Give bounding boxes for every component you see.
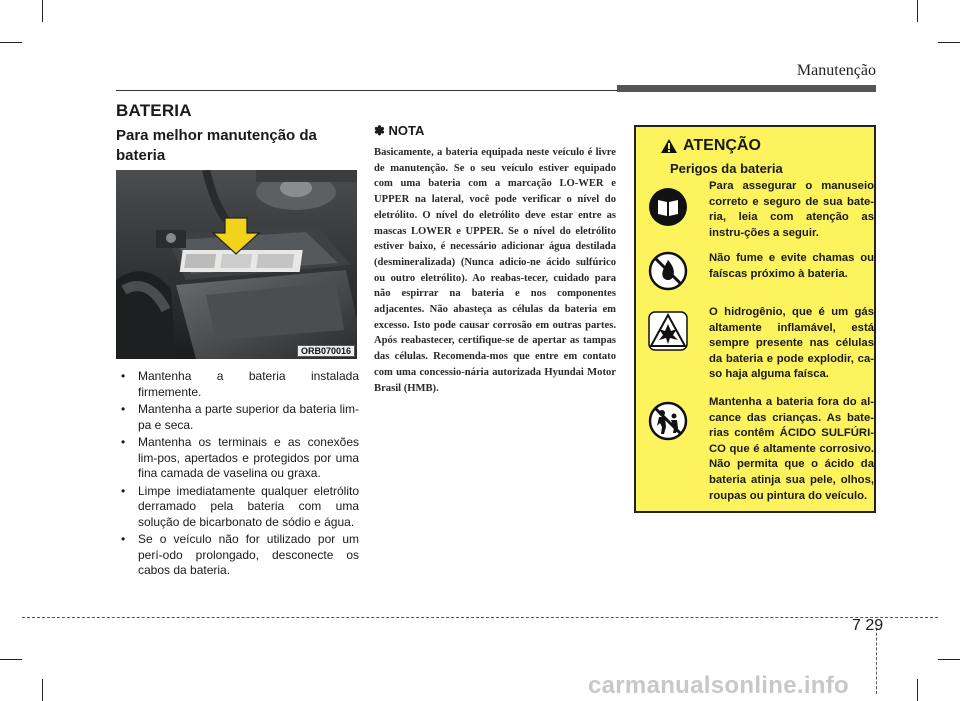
crop-mark [917,0,918,22]
list-item: • Mantenha a bateria instalada firmemente. [116,369,359,400]
warning-triangle-icon [660,138,678,154]
page-number: 7 29 [852,617,884,634]
explosion-icon [648,311,688,351]
warning-subtitle: Perigos da bateria [670,161,783,176]
warning-title [660,137,761,155]
warning-item-text: O hidrogênio, que é um gás altamente inflamável, está sempre presente nas células da bateria e pode explodir, ca-so haja alguma faísca. [709,306,874,381]
crop-mark [938,659,960,660]
crop-mark [0,42,22,43]
footer-vertical-rule [876,628,877,694]
list-item: • Mantenha os terminais e as conexões lim-pos, apertados e protegidos por uma fina camada de vaselina ou graxa. [116,435,359,482]
section-title: Manutenção [796,62,876,79]
footer-rule [22,617,938,618]
page-title: BATERIA [116,101,192,120]
crop-mark [42,0,43,22]
list-item: • Se o veículo não for utilizado por um perí-odo prolongado, desconecte os cabos da bateria. [116,532,359,579]
header-bar [617,85,876,92]
crop-mark [0,659,22,660]
photo-caption: ORB070016 [297,345,355,357]
watermark: carmanualsonline.info [588,672,850,699]
list-item: • Mantenha a parte superior da bateria lim-pa e seca. [116,402,359,433]
note-heading: ✽ NOTA [374,123,425,138]
crop-mark [42,679,43,701]
list-item: • Limpe imediatamente qualquer eletrólito derramado pela bateria com uma solução de bicarbonato de sódio e água. [116,484,359,531]
crop-mark [917,679,918,701]
battery-photo [116,170,357,359]
subtitle: Para melhor manutenção da bateria [116,127,317,164]
manual-icon [648,187,688,227]
keep-away-children-icon [648,401,688,441]
warning-box [634,125,876,513]
bullet-list [116,369,359,581]
note-text: Basicamente, a bateria equipada neste veículo é livre de manutenção. Se o seu veículo estiver equipado com uma bateria com a marcação LO-WER e UPPER na lateral, você pode verificar o nível do eletrólito. O nível do eletrólito deve estar entre as mascas LOWER e UPPER. Se o nível do eletrólito estiver baixo, é necessário adicionar água destilada (desmineralizada) (Nunca adicio-ne ácido sulfúrico ou outro eletrólito). Ao reabas-tecer, cuidado para não espirrar na bateria e nos componentes adjacentes. Não abasteça as células da bateria em excesso. Isto pode causar corrosão em outras partes. Após reabastecer, certifique-se de apertar as tampas das células. Recomenda-mos que entre em contato com uma concessio-nária autorizada Hyundai Motor Brasil (HMB). [374,147,616,394]
warning-item-text: Para assegurar o manuseio correto e seguro de sua bate-ria, leia com atenção as instru-ções a seguir. [709,180,874,239]
no-flame-icon [648,251,688,291]
warning-item-text: Não fume e evite chamas ou faíscas próximo à bateria. [709,252,874,280]
engine-bay-illustration [116,170,357,359]
crop-mark [938,42,960,43]
warning-item-text: Mantenha a bateria fora do al-cance das crianças. As bate-rias contêm ÁCIDO SULFÚRI-CO que é altamente corrosivo. Não permita que o ácido da bateria atinja sua pele, olhos, roupas ou pintura do veículo. [709,396,874,502]
warning-title-text: ATENÇÃO [683,137,761,154]
